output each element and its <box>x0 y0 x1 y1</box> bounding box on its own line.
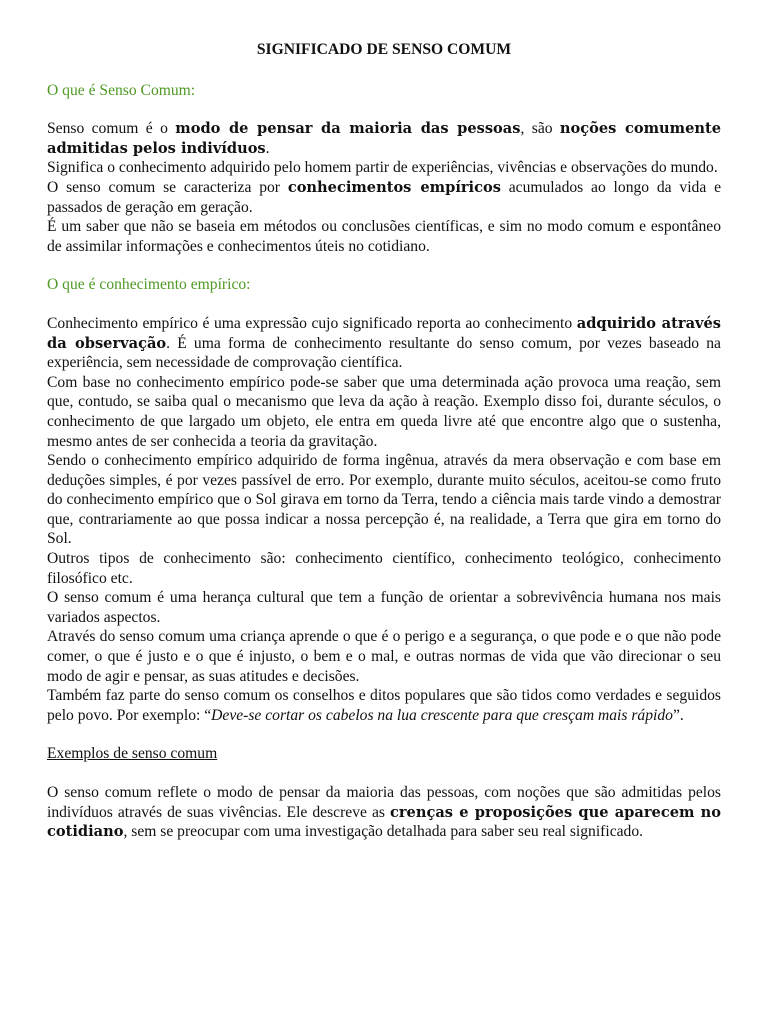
bold-text: adquirido através da observação <box>47 314 722 352</box>
section-heading-senso-comum: O que é Senso Comum: <box>47 81 196 99</box>
text-run: . <box>265 139 270 157</box>
paragraph: O senso comum é uma herança cultural que tem a função de orientar a sobrevivência humana nos mais variados aspectos. <box>47 589 721 626</box>
text-run: acumulados ao longo da vida e passados de geração em geração. <box>47 178 721 216</box>
page-title: SIGNIFICADO DE SENSO COMUM <box>256 41 512 58</box>
text-run: ”. <box>672 706 684 724</box>
section-spacer <box>47 256 721 275</box>
paragraph: Outros tipos de conhecimento são: conhecimento científico, conhecimento teológico, conhecimento filosófico etc. <box>47 550 721 587</box>
paragraph <box>47 686 721 725</box>
bold-text: conhecimentos empíricos <box>287 178 501 196</box>
text-run: . É uma forma de conhecimento resultante do senso comum, por vezes baseado na experiência, sem necessidade de comprovação científica. <box>47 334 721 372</box>
bold-text: noções comumente admitidas pelos indivíduos <box>47 120 721 157</box>
paragraph: Com base no conhecimento empírico pode-se saber que uma determinada ação provoca uma reação, sem que, contudo, se saiba qual o mecanismo que leva da ação à reação. Exemplo disso foi, durante séculos, o conhecimento de que largado um objeto, ele entra em queda livre até que encontre algo que o sustenha, mesmo antes de ser conhecida a teoria da gravitação. <box>47 373 721 450</box>
paragraph <box>47 783 721 842</box>
text-run: O senso comum reflete o modo de pensar da maioria das pessoas, com noções que são admitidas pelos indivíduos através de suas vivências. Ele descreve as <box>47 784 721 821</box>
section-heading-conhecimento-empirico: O que é conhecimento empírico: <box>47 276 251 294</box>
text-run: Também faz parte do senso comum os conselhos e ditos populares que são tidos como verdades e seguidos pelo povo. Por exemplo: “ <box>47 687 721 724</box>
text-run: Conhecimento empírico é uma expressão cujo significado reporta ao conhecimento <box>47 314 577 332</box>
paragraph <box>47 314 721 373</box>
section-spacer <box>47 725 721 744</box>
paragraph: É um saber que não se baseia em métodos ou conclusões científicas, e sim no modo comum e espontâneo de assimilar informações e conhecimentos úteis no cotidiano. <box>47 218 721 255</box>
text-run: , são <box>520 120 560 138</box>
section-heading-exemplos: Exemplos de senso comum <box>47 745 218 763</box>
text-run: O senso comum se caracteriza por <box>47 178 288 196</box>
paragraph: Sendo o conhecimento empírico adquirido de forma ingênua, através da mera observação e com base em deduções simples, é por vezes passível de erro. Por exemplo, durante muito séculos, aceitou-se como fruto do conhecimento empírico que o Sol girava em torno da Terra, tendo a ciência mais tarde vindo a demostrar que, contrariamente ao que possa indicar a nossa percepção é, na realidade, a Terra que gira em torno do Sol. <box>47 452 721 548</box>
paragraph <box>47 119 721 158</box>
paragraph <box>47 178 721 217</box>
document-page <box>47 40 721 842</box>
italic-quote: Deve-se cortar os cabelos na lua crescente para que cresçam mais rápido <box>211 706 673 724</box>
bold-text: crenças e proposições que aparecem no cotidiano <box>47 803 721 841</box>
paragraph: Através do senso comum uma criança aprende o que é o perigo e a segurança, o que pode e o que não pode comer, o que é justo e o que é injusto, o bem e o mal, e outras normas de vida que vão direcionar o seu modo de agir e pensar, as suas atitudes e decisões. <box>47 628 721 685</box>
text-run: Senso comum é o <box>47 120 176 138</box>
paragraph: Significa o conhecimento adquirido pelo homem partir de experiências, vivências e observações do mundo. <box>47 159 718 177</box>
bold-text: modo de pensar da maioria das pessoas <box>175 120 521 138</box>
text-run: , sem se preocupar com uma investigação detalhada para saber seu real significado. <box>123 823 644 841</box>
